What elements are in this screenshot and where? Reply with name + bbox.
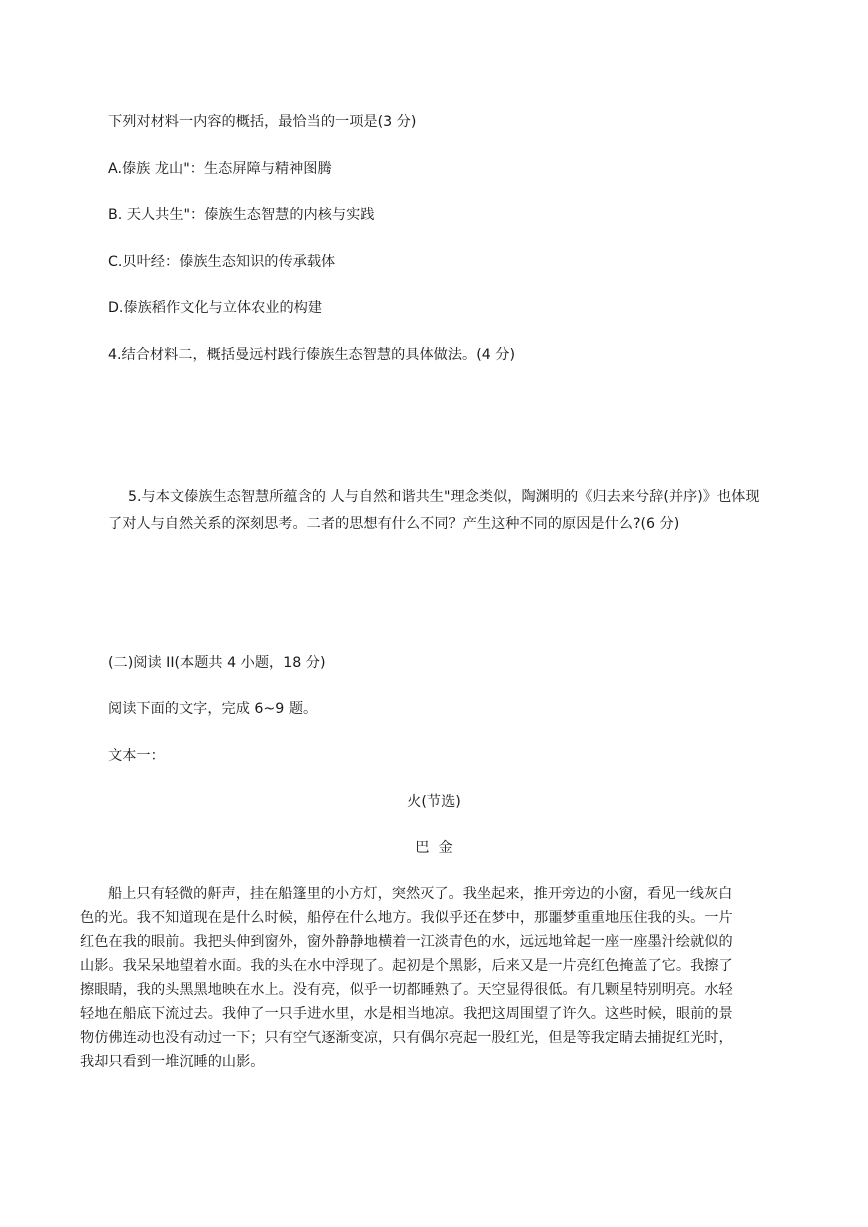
question-5-line-1: 5.与本文傣族生态智慧所蕴含的 人与自然和谐共生"理念类似，陶渊明的《归去来兮辞(并序)》也体现 (128, 489, 760, 505)
paragraph-line: 物仿佛连动也没有动过一下；只有空气逐渐变凉，只有偶尔亮起一股红光，但是等我定睛去捕捉红光时， (80, 1030, 733, 1046)
text-label: 文本一： (108, 748, 165, 764)
paragraph-line: 红色在我的眼前。我把头伸到窗外，窗外静静地横着一江淡青色的水，远远地耸起一座一座墨汁绘就似的 (80, 934, 733, 950)
section-heading: (二)阅读 II(本题共 4 小题，18 分) (108, 655, 326, 671)
paragraph-line: 山影。我呆呆地望着水面。我的头在水中浮现了。起初是个黑影，后来又是一片亮红色掩盖了它。我擦了 (80, 958, 733, 974)
question-4: 4.结合材料二，概括曼远村践行傣族生态智慧的具体做法。(4 分) (108, 347, 516, 363)
article-title: 火(节选) (407, 794, 461, 810)
paragraph-line: 我却只看到一堆沉睡的山影。 (80, 1054, 265, 1070)
paragraph-line: 擦眼睛，我的头黑黑地映在水上。没有亮，似乎一切都睡熟了。天空显得很低。有几颗星特别明亮。水轻 (80, 982, 733, 998)
option-c: C.贝叶经：傣族生态知识的传承载体 (108, 254, 336, 270)
paragraph-line: 色的光。我不知道现在是什么时候，船停在什么地方。我似乎还在梦中，那噩梦重重地压住我的头。一片 (80, 910, 733, 926)
paragraph-line: 轻地在船底下流过去。我伸了一只手进水里，水是相当地凉。我把这周围望了许久。这些时候，眼前的景 (80, 1006, 733, 1022)
paragraph-line: 船上只有轻微的鼾声，挂在船篷里的小方灯，突然灭了。我坐起来，推开旁边的小窗，看见一线灰白 (108, 886, 733, 902)
article-author: 巴金 (415, 840, 462, 856)
option-d: D.傣族稻作文化与立体农业的构建 (108, 300, 323, 316)
question-3-stem: 下列对材料一内容的概括，最恰当的一项是(3 分) (108, 114, 417, 130)
reading-instruction: 阅读下面的文字，完成 6~9 题。 (108, 701, 318, 717)
option-a: A.傣族 龙山"：生态屏障与精神图腾 (108, 161, 332, 177)
option-b: B. 天人共生"：傣族生态智慧的内核与实践 (108, 207, 375, 223)
question-5-line-2: 了对人与自然关系的深刻思考。二者的思想有什么不同？产生这种不同的原因是什么?(6 分) (108, 516, 680, 532)
